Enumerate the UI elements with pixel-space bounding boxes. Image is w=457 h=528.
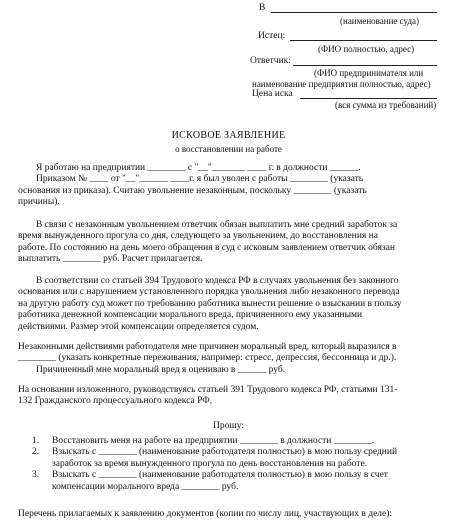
defendant-hint-1: (ФИО предпринимателя или bbox=[314, 68, 424, 78]
document-subtitle: о восстановлении на работе bbox=[175, 144, 282, 154]
to-label: В bbox=[259, 3, 266, 13]
list-item-number: 2. bbox=[32, 447, 40, 458]
paragraph-back-pay bbox=[18, 220, 438, 266]
paragraph-line: действиями. Размер этой компенсации определяется судом. bbox=[18, 321, 259, 332]
list-item-line: Восстановить меня на работе на предприятии ________ в должности ________. bbox=[52, 436, 375, 446]
paragraph-line: На основании изложенного, руководствуясь статьей 391 Трудового кодекса РФ, статьями 131- bbox=[18, 385, 398, 395]
list-item-number: 3. bbox=[32, 470, 40, 481]
list-item bbox=[18, 447, 438, 470]
paragraph-line: время вынужденного прогула со дня, следующего за увольнением, до восстановления на bbox=[18, 231, 378, 242]
paragraph-moral-damage bbox=[18, 342, 438, 376]
list-item-number: 1. bbox=[32, 436, 40, 446]
paragraph-line: основания или с нарушением установленного порядка увольнения либо незаконного перевода bbox=[18, 287, 400, 298]
paragraph-grounds bbox=[18, 385, 438, 408]
paragraph-line: В соответствии со статьей 394 Трудового кодекса РФ в случаях увольнения без законного bbox=[36, 276, 399, 286]
paragraph-line: на другую работу суд может по требованию работника вынести решение о взыскании в пользу bbox=[18, 298, 402, 309]
paragraph-line: В связи с незаконным увольнением ответчик обязан выплатить мне средний заработок за bbox=[36, 220, 398, 230]
defendant-line bbox=[293, 65, 437, 66]
price-label: Цена иска bbox=[252, 89, 293, 99]
court-hint: (наименование суда) bbox=[340, 16, 420, 26]
paragraph-line: работе. По состоянию на день моего обращения в суд с исковым заявлением ответчик обязан bbox=[18, 242, 395, 253]
paragraph-line: Я работаю на предприятии ________ с "__"_______ ____ г. в должности ______. bbox=[36, 163, 361, 173]
attachments-label: Перечень прилагаемых к заявлению документов (копии по числу лиц, участвующих в деле): bbox=[18, 509, 393, 519]
list-item bbox=[18, 436, 438, 447]
paragraph-legal-basis bbox=[18, 276, 438, 333]
document-title: ИСКОВОЕ ЗАЯВЛЕНИЕ bbox=[171, 130, 286, 141]
paragraph-line: основания из приказа). Считаю увольнение незаконным, поскольку ________ (указать bbox=[18, 185, 367, 196]
list-item-line: Взыскать с ________ (наименование работодателя полностью) в мою пользу средний bbox=[52, 447, 398, 458]
price-hint: (вся сумма из требований) bbox=[335, 100, 437, 110]
plaintiff-hint: (ФИО полностью, адрес) bbox=[318, 44, 415, 54]
plaintiff-line bbox=[290, 40, 437, 41]
paragraph-line: работника денежной компенсации морального вреда, причиненного ему указанными bbox=[18, 310, 363, 321]
request-label: Прошу: bbox=[213, 421, 244, 431]
list-item-line: заработок за время вынужденного прогула по день восстановления на работе. bbox=[52, 458, 368, 469]
paragraph-line: Незаконными действиями работодателя мне причинен моральный вред, который выразился в bbox=[18, 342, 397, 352]
list-item bbox=[18, 470, 438, 493]
paragraph-employment bbox=[18, 163, 438, 209]
paragraph-line: Приказом № ____ от "__"______ ____г. я был уволен с работы ________ (указать bbox=[36, 174, 364, 185]
defendant-label: Ответчик: bbox=[250, 56, 291, 66]
paragraph-line: выплатить ________ руб. Расчет прилагается. bbox=[18, 254, 203, 265]
court-line bbox=[271, 12, 437, 13]
paragraph-line: ________ (указать конкретные переживания, например: стресс, депрессия, бессонница и др.). bbox=[18, 353, 397, 364]
list-item-line: Взыскать с ________ (наименование работодателя полностью) в мою пользу в счет bbox=[52, 470, 388, 481]
paragraph-line: Причиненный мне моральный вред я оцениваю в ______ руб. bbox=[36, 364, 286, 375]
plaintiff-label: Истец: bbox=[258, 31, 286, 41]
paragraph-line: 132 Гражданского процессуального кодекса РФ, bbox=[18, 396, 213, 407]
list-item-line: компенсации морального вреда ________ руб. bbox=[52, 481, 239, 492]
defendant-hint-2: наименование предприятия полностью, адрес) bbox=[252, 79, 431, 89]
paragraph-line: причины). bbox=[18, 197, 60, 208]
request-list bbox=[18, 436, 438, 493]
